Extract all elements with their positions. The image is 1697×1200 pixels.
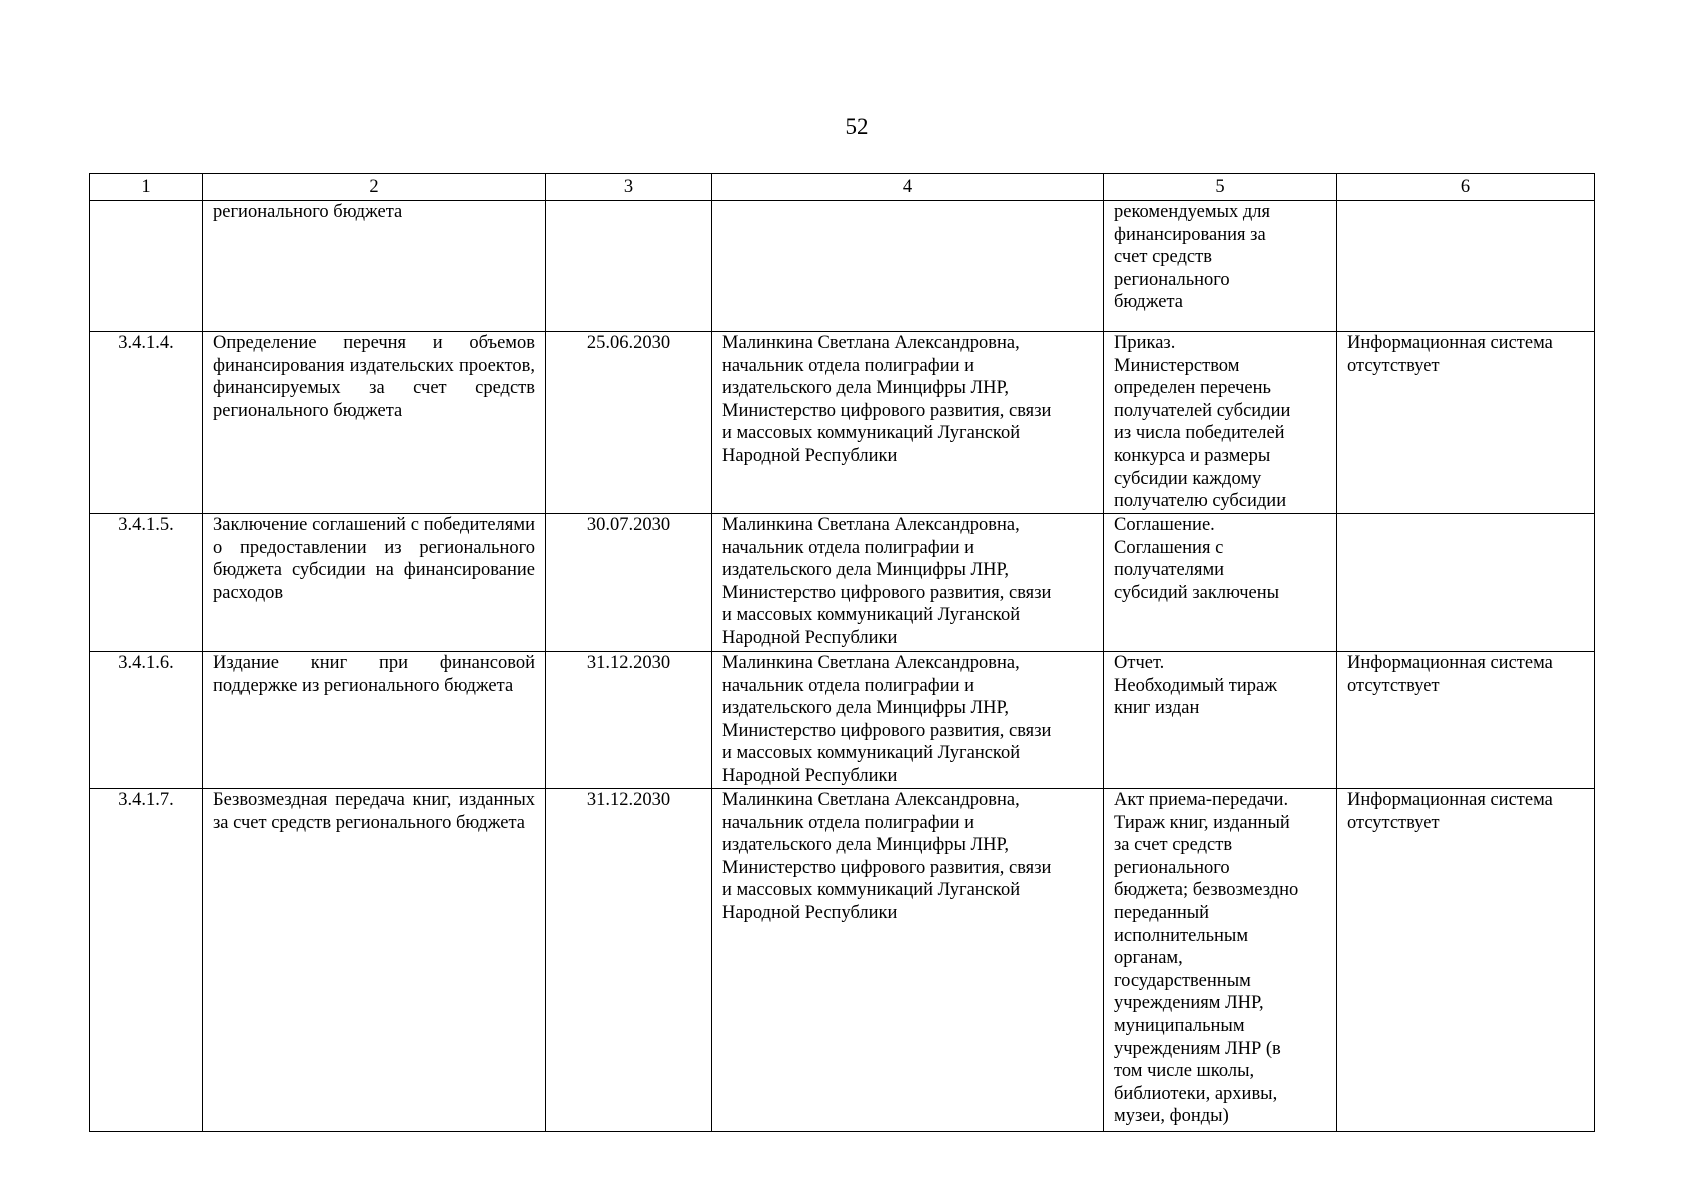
page-number: 52	[845, 114, 869, 139]
result-text: Соглашение. Соглашения с получателями субсидий заключены	[1114, 515, 1280, 603]
info-system-cell	[1337, 332, 1595, 514]
responsible-cell	[712, 201, 1104, 332]
info-system-text: Информационная система отсутствует	[1347, 653, 1553, 696]
item-number-cell: 3.4.1.7.	[90, 789, 203, 1132]
column-number-header: 4	[712, 174, 1104, 201]
item-number-cell: 3.4.1.6.	[90, 652, 203, 789]
result-text: Отчет. Необходимый тираж книг издан	[1114, 653, 1277, 719]
table-row	[90, 201, 1595, 332]
responsible-cell	[712, 332, 1104, 514]
table-row	[90, 514, 1595, 652]
table-header-row	[90, 174, 1595, 201]
responsible-text: Малинкина Светлана Александровна, начальник отдела полиграфии и издательского дела Минцифры ЛНР, Министерство цифрового развития, связи и массовых коммуникаций Луганской Народной Республики	[722, 790, 1052, 923]
column-number-header: 3	[546, 174, 712, 201]
result-cell	[1104, 201, 1337, 332]
events-table	[89, 173, 1595, 1132]
info-system-cell	[1337, 514, 1595, 652]
event-cell: Издание книг при финансовой поддержке из регионального бюджета	[203, 652, 546, 789]
result-text: рекомендуемых для финансирования за счет средств регионального бюджета	[1114, 202, 1271, 313]
result-cell	[1104, 652, 1337, 789]
result-text: Акт приема-передачи. Тираж книг, изданный за счет средств регионального бюджета; безвозмездно переданный исполнительным органам, государственным учреждениям ЛНР, муниципальным учреждениям ЛНР (в том числе школы, библиотеки, архивы, музеи, фонды)	[1114, 790, 1299, 1127]
event-cell: Заключение соглашений с победителями о предоставлении из регионального бюджета субсидии на финансирование расходов	[203, 514, 546, 652]
column-number-header: 2	[203, 174, 546, 201]
deadline-cell: 25.06.2030	[546, 332, 712, 514]
result-cell	[1104, 514, 1337, 652]
responsible-text: Малинкина Светлана Александровна, начальник отдела полиграфии и издательского дела Минцифры ЛНР, Министерство цифрового развития, связи и массовых коммуникаций Луганской Народной Республики	[722, 653, 1052, 786]
result-text: Приказ. Министерством определен перечень получателей субсидии из числа победителей конкурса и размеры субсидии каждому получателю субсидии	[1114, 333, 1291, 512]
responsible-text: Малинкина Светлана Александровна, начальник отдела полиграфии и издательского дела Минцифры ЛНР, Министерство цифрового развития, связи и массовых коммуникаций Луганской Народной Республики	[722, 515, 1052, 648]
info-system-cell	[1337, 201, 1595, 332]
result-cell	[1104, 332, 1337, 514]
event-cell: Определение перечня и объемов финансирования издательских проектов, финансируемых за счет средств регионального бюджета	[203, 332, 546, 514]
item-number-cell: 3.4.1.4.	[90, 332, 203, 514]
responsible-text: Малинкина Светлана Александровна, начальник отдела полиграфии и издательского дела Минцифры ЛНР, Министерство цифрового развития, связи и массовых коммуникаций Луганской Народной Республики	[722, 333, 1052, 466]
responsible-cell	[712, 652, 1104, 789]
table-row	[90, 332, 1595, 514]
result-cell	[1104, 789, 1337, 1132]
table-row	[90, 789, 1595, 1132]
item-number-cell	[90, 201, 203, 332]
column-number-header: 6	[1337, 174, 1595, 201]
column-number-header: 1	[90, 174, 203, 201]
item-number-cell: 3.4.1.5.	[90, 514, 203, 652]
deadline-cell: 30.07.2030	[546, 514, 712, 652]
event-cell: регионального бюджета	[203, 201, 546, 332]
info-system-text: Информационная система отсутствует	[1347, 333, 1553, 376]
column-number-header: 5	[1104, 174, 1337, 201]
info-system-cell	[1337, 652, 1595, 789]
deadline-cell	[546, 201, 712, 332]
table-row	[90, 652, 1595, 789]
deadline-cell: 31.12.2030	[546, 652, 712, 789]
deadline-cell: 31.12.2030	[546, 789, 712, 1132]
responsible-cell	[712, 514, 1104, 652]
event-cell: Безвозмездная передача книг, изданных за счет средств регионального бюджета	[203, 789, 546, 1132]
info-system-text: Информационная система отсутствует	[1347, 790, 1553, 833]
responsible-cell	[712, 789, 1104, 1132]
info-system-cell	[1337, 789, 1595, 1132]
